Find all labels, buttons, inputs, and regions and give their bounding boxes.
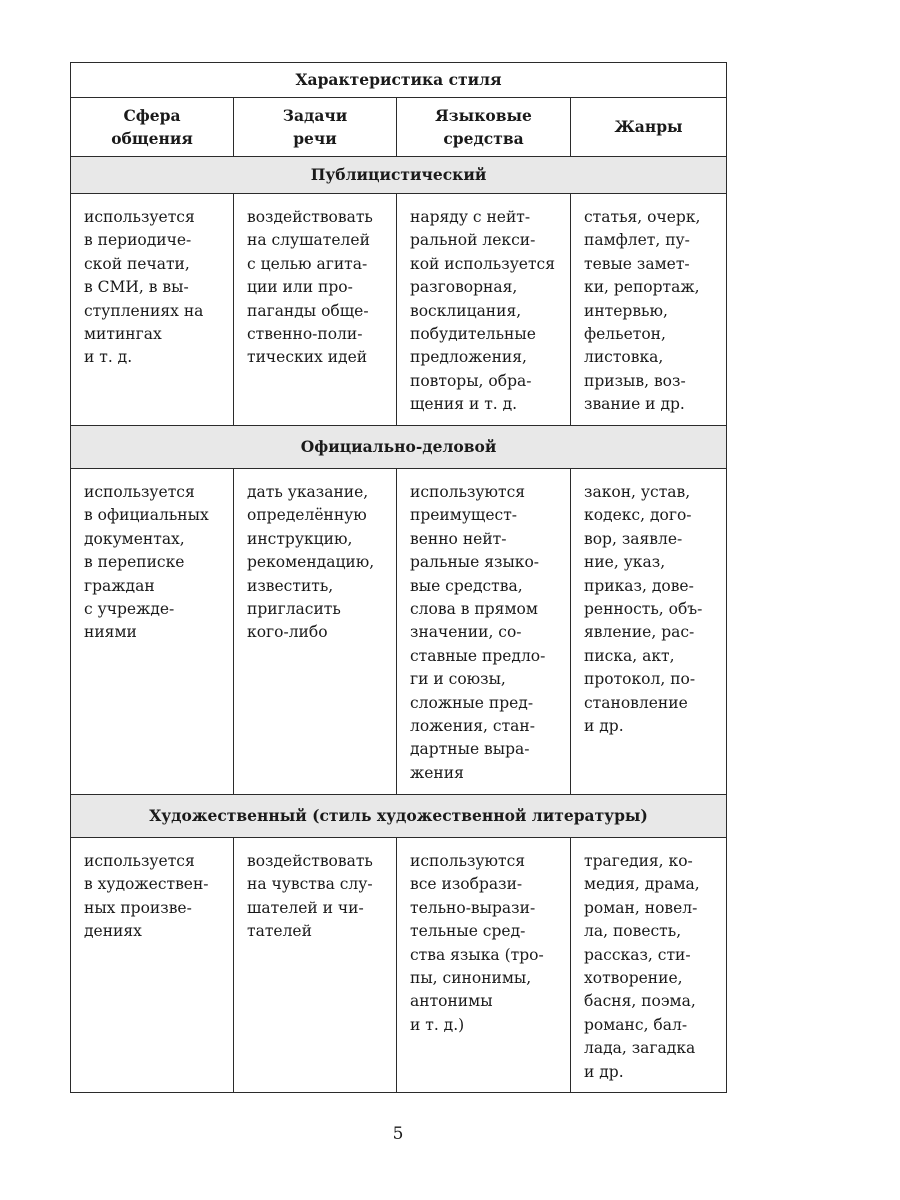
style-name-publicistic: Публицистический	[71, 157, 727, 194]
page-number: 5	[392, 1124, 404, 1144]
cell-tasks: воздействовать на чувства слу- шателей и чи- тателей	[234, 838, 397, 1093]
cell-means: наряду с нейт- ральной лекси- кой используется разговорная, восклицания, побудительные предложения, повторы, обра- щения и т. д.	[397, 194, 571, 426]
column-header-row	[71, 98, 727, 157]
cell-genres: закон, устав, кодекс, дого- вор, заявле- ние, указ, приказ, дове- ренность, объ- явление, рас- писка, акт, протокол, по- становление и др.	[571, 469, 727, 795]
cell-sphere: используется в официальных документах, в переписке граждан с учрежде- ниями	[71, 469, 234, 795]
cell-genres: статья, очерк, памфлет, пу- тевые замет- ки, репортаж, интервью, фельетон, листовка, призыв, воз- звание и др.	[571, 194, 727, 426]
style-characteristics-table	[70, 62, 727, 1093]
table-row	[71, 194, 727, 426]
cell-genres: трагедия, ко- медия, драма, роман, новел- ла, повесть, рассказ, сти- хотворение, басня, поэма, романс, бал- лада, загадка и др.	[571, 838, 727, 1093]
column-header-means: Языковые средства	[397, 98, 571, 157]
style-name-official: Официально-деловой	[71, 426, 727, 469]
cell-means: используются преимущест- венно нейт- ральные языко- вые средства, слова в прямом значении, со- ставные предло- ги и союзы, сложные пред- ложения, стан- дартные выра- жения	[397, 469, 571, 795]
table-row	[71, 838, 727, 1093]
cell-sphere: используется в периодиче- ской печати, в СМИ, в вы- ступлениях на митингах и т. д.	[71, 194, 234, 426]
section-heading-row	[71, 426, 727, 469]
table-row	[71, 469, 727, 795]
table-title: Характеристика стиля	[71, 63, 727, 98]
column-header-sphere: Сфера общения	[71, 98, 234, 157]
section-heading-row	[71, 795, 727, 838]
table-title-row	[71, 63, 727, 98]
column-header-genres: Жанры	[571, 98, 727, 157]
style-name-artistic: Художественный (стиль художественной литературы)	[71, 795, 727, 838]
cell-means: используются все изобрази- тельно-вырази- тельные сред- ства языка (тро- пы, синонимы, антонимы и т. д.)	[397, 838, 571, 1093]
cell-tasks: дать указание, определённую инструкцию, рекомендацию, известить, пригласить кого-либо	[234, 469, 397, 795]
cell-tasks: воздействовать на слушателей с целью агита- ции или про- паганды обще- ственно-поли- тических идей	[234, 194, 397, 426]
section-heading-row	[71, 157, 727, 194]
column-header-tasks: Задачи речи	[234, 98, 397, 157]
cell-sphere: используется в художествен- ных произве- дениях	[71, 838, 234, 1093]
